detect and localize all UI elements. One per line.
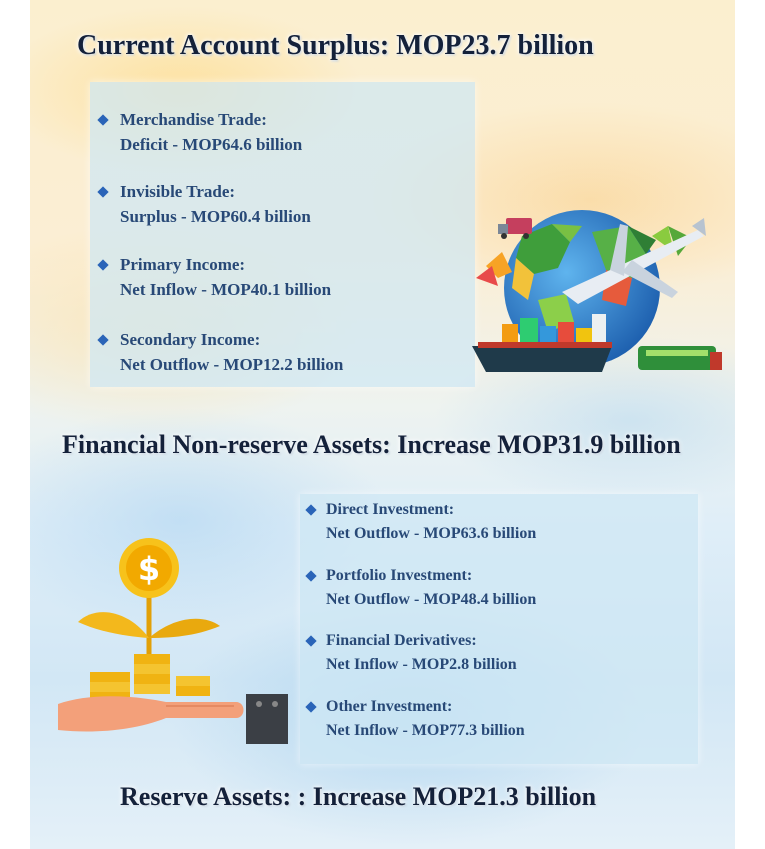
item-label: Other Investment:	[326, 698, 453, 715]
financial-derivatives-item	[326, 629, 517, 677]
money-plant-icon	[56, 534, 296, 744]
secondary-income-item	[120, 327, 343, 377]
portfolio-investment-item	[326, 564, 536, 612]
item-value: Net Inflow - MOP40.1 billion	[120, 280, 332, 299]
item-value: Net Outflow - MOP48.4 billion	[326, 591, 537, 608]
item-value: Deficit - MOP64.6 billion	[120, 135, 303, 154]
item-label: Portfolio Investment:	[326, 567, 473, 584]
globe-trade-icon	[442, 196, 732, 382]
diamond-bullet-icon	[97, 334, 108, 345]
diamond-bullet-icon	[305, 701, 316, 712]
diamond-bullet-icon	[305, 635, 316, 646]
item-label: Secondary Income:	[120, 330, 261, 349]
item-label: Invisible Trade:	[120, 182, 236, 201]
current-account-heading: Current Account Surplus: MOP23.7 billion	[77, 30, 594, 61]
item-label: Merchandise Trade:	[120, 110, 267, 129]
diamond-bullet-icon	[97, 259, 108, 270]
other-investment-item	[326, 695, 525, 743]
diamond-bullet-icon	[305, 504, 316, 515]
item-value: Net Outflow - MOP63.6 billion	[326, 525, 537, 542]
item-label: Financial Derivatives:	[326, 632, 477, 649]
item-value: Surplus - MOP60.4 billion	[120, 207, 311, 226]
infographic-poster	[30, 0, 735, 849]
item-value: Net Inflow - MOP77.3 billion	[326, 722, 525, 739]
financial-non-reserve-heading: Financial Non-reserve Assets: Increase MOP31.9 billion	[62, 430, 681, 459]
item-value: Net Outflow - MOP12.2 billion	[120, 355, 344, 374]
invisible-trade-item	[120, 179, 311, 229]
current-account-panel	[90, 82, 475, 387]
item-label: Direct Investment:	[326, 501, 455, 518]
direct-investment-item	[326, 498, 536, 546]
diamond-bullet-icon	[97, 114, 108, 125]
item-label: Primary Income:	[120, 255, 246, 274]
merchandise-trade-item	[120, 107, 302, 157]
diamond-bullet-icon	[97, 186, 108, 197]
reserve-assets-heading: Reserve Assets: : Increase MOP21.3 billion	[120, 782, 597, 811]
item-value: Net Inflow - MOP2.8 billion	[326, 656, 517, 673]
primary-income-item	[120, 252, 331, 302]
diamond-bullet-icon	[305, 570, 316, 581]
financial-non-reserve-panel	[300, 494, 698, 764]
coin-dollar-text: $	[137, 550, 161, 588]
